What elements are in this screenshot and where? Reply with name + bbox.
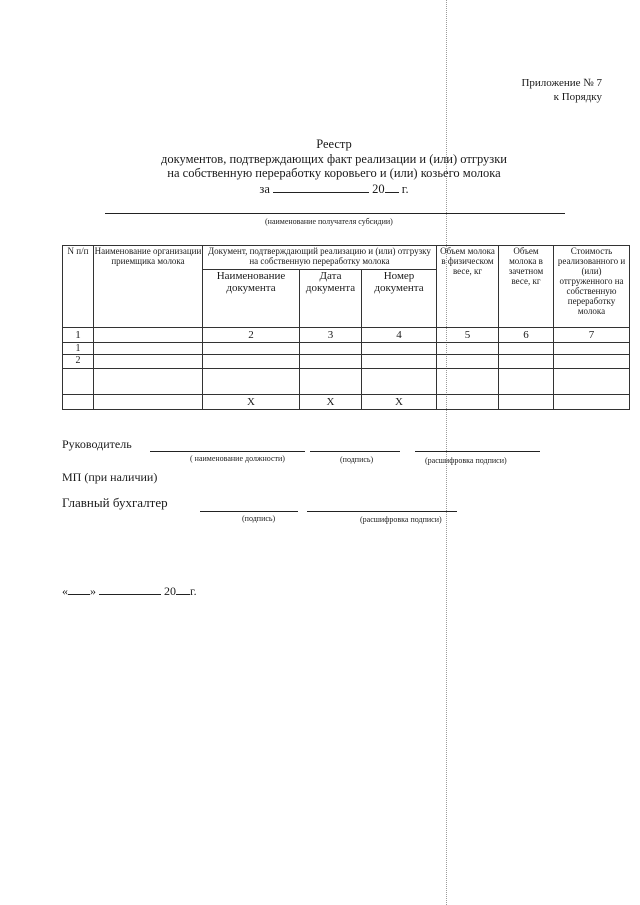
head-decoding-line[interactable] — [415, 451, 540, 452]
head-signature-line[interactable] — [310, 451, 400, 452]
table-cell[interactable] — [300, 343, 362, 355]
table-cell[interactable] — [203, 369, 300, 395]
title-line-3: на собственную переработку коровьего и (или) козьего молока — [167, 166, 501, 180]
table-cell[interactable]: 2 — [63, 355, 94, 369]
period-year: 20 — [372, 181, 385, 196]
header-doc-group: Документ, подтверждающий реализацию и (или) отгрузку на собственную переработку молока — [203, 246, 437, 270]
signature-caption: (подпись) — [340, 455, 374, 464]
table-cell[interactable] — [94, 369, 203, 395]
decoding-caption: (расшифровка подписи) — [425, 456, 507, 465]
appendix-header — [521, 76, 602, 104]
period-blank[interactable] — [273, 181, 369, 193]
date-day-blank[interactable] — [68, 583, 90, 595]
document-title — [0, 137, 640, 196]
table-cell[interactable] — [362, 343, 437, 355]
table-cell[interactable] — [300, 355, 362, 369]
table-cell[interactable] — [94, 355, 203, 369]
period-line — [0, 181, 640, 197]
column-number: 6 — [499, 328, 554, 343]
header-volume-physical: Объем молока в физическом весе, кг — [437, 246, 499, 328]
table-cell[interactable] — [437, 355, 499, 369]
table-cell[interactable] — [94, 395, 203, 410]
date-open-quote: « — [62, 584, 68, 598]
table-cell[interactable]: Х — [362, 395, 437, 410]
chief-accountant-label: Главный бухгалтер — [62, 495, 168, 510]
table-row — [63, 369, 630, 395]
table-cell[interactable] — [437, 369, 499, 395]
period-prefix: за — [259, 181, 270, 196]
table-cell[interactable] — [203, 343, 300, 355]
table-cell[interactable] — [554, 355, 630, 369]
table-cell[interactable] — [499, 355, 554, 369]
chief-decoding-line[interactable] — [307, 511, 457, 512]
table-cell[interactable] — [499, 343, 554, 355]
table-cell[interactable] — [554, 343, 630, 355]
header-doc-number: Номер документа — [362, 270, 437, 328]
date-year: 20 — [164, 584, 176, 598]
header-doc-date: Дата документа — [300, 270, 362, 328]
header-num: N п/п — [63, 246, 94, 328]
scan-fold-line — [446, 0, 447, 905]
table-cell[interactable] — [63, 395, 94, 410]
head-label: Руководитель — [62, 437, 132, 451]
date-month-blank[interactable] — [99, 583, 161, 595]
date-year-blank[interactable] — [176, 583, 190, 595]
table-cell[interactable] — [300, 369, 362, 395]
table-cell[interactable] — [94, 343, 203, 355]
title-line-1: Реестр — [316, 137, 352, 151]
chief-decoding-caption: (расшифровка подписи) — [360, 515, 442, 524]
table-cell[interactable] — [499, 395, 554, 410]
chief-signature-caption: (подпись) — [242, 514, 276, 523]
table-row — [63, 395, 630, 410]
column-number: 5 — [437, 328, 499, 343]
appendix-number: Приложение № 7 — [521, 77, 602, 89]
date-close-quote: » — [90, 584, 96, 598]
recipient-caption: (наименование получателя субсидии) — [265, 217, 393, 226]
column-number: 4 — [362, 328, 437, 343]
table-cell[interactable] — [554, 369, 630, 395]
table-cell[interactable] — [554, 395, 630, 410]
header-org: Наименование организации приемщика молока — [94, 246, 203, 328]
column-number: 7 — [554, 328, 630, 343]
period-suffix: г. — [401, 181, 409, 196]
table-cell[interactable] — [63, 369, 94, 395]
table-cell[interactable]: Х — [203, 395, 300, 410]
header-doc-name: Наименование документа — [203, 270, 300, 328]
period-year-blank[interactable] — [385, 181, 399, 193]
column-number: 1 — [63, 328, 94, 343]
appendix-reference: к Порядку — [553, 91, 602, 103]
position-caption: ( наименование должности) — [190, 454, 285, 463]
column-number — [94, 328, 203, 343]
table-cell[interactable] — [499, 369, 554, 395]
column-number: 2 — [203, 328, 300, 343]
stamp-label: МП (при наличии) — [62, 470, 158, 484]
table-cell[interactable] — [437, 395, 499, 410]
table-cell[interactable]: 1 — [63, 343, 94, 355]
recipient-line[interactable] — [105, 213, 565, 214]
table-cell[interactable]: Х — [300, 395, 362, 410]
table-cell[interactable] — [437, 343, 499, 355]
header-volume-credit: Объем молока в зачетном весе, кг — [499, 246, 554, 328]
table-row — [63, 343, 630, 355]
table-row — [63, 355, 630, 369]
position-line[interactable] — [150, 451, 305, 452]
registry-table — [62, 245, 630, 410]
header-cost: Стоимость реализованного и (или) отгруженного на собственную переработку молока — [554, 246, 630, 328]
date-line — [62, 583, 197, 599]
column-number: 3 — [300, 328, 362, 343]
chief-signature-line[interactable] — [200, 511, 298, 512]
table-cell[interactable] — [203, 355, 300, 369]
table-cell[interactable] — [362, 355, 437, 369]
table-cell[interactable] — [362, 369, 437, 395]
title-line-2: документов, подтверждающих факт реализации и (или) отгрузки — [161, 151, 507, 166]
date-suffix: г. — [190, 584, 197, 598]
